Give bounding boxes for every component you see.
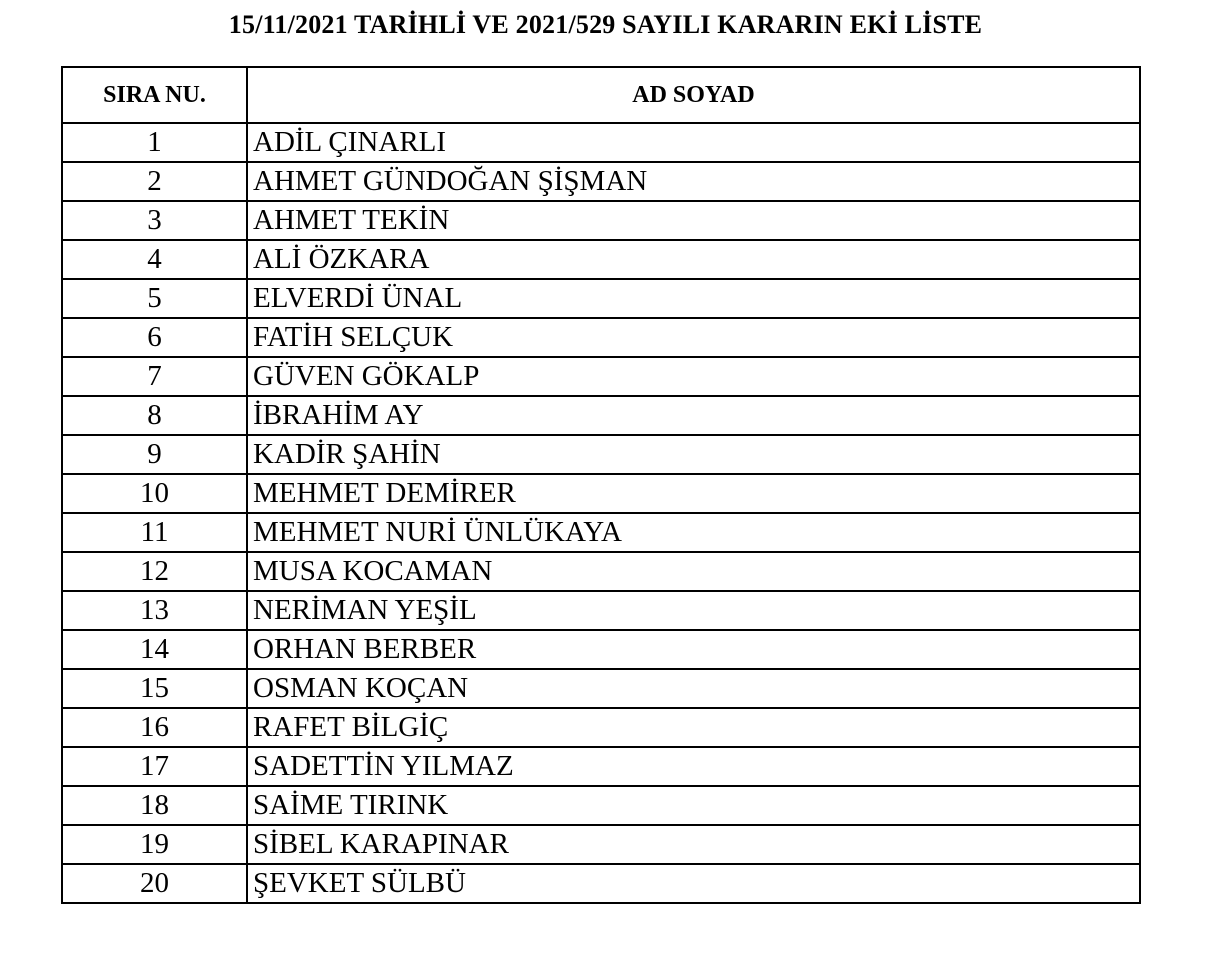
table-row	[62, 864, 1140, 903]
table-row	[62, 552, 1140, 591]
row-number: 17	[62, 747, 247, 786]
table-row	[62, 240, 1140, 279]
document-title: 15/11/2021 TARİHLİ VE 2021/529 SAYILI KARARIN EKİ LİSTE	[228, 10, 983, 39]
row-number: 2	[62, 162, 247, 201]
table-row	[62, 630, 1140, 669]
row-number: 6	[62, 318, 247, 357]
row-number: 5	[62, 279, 247, 318]
row-number: 12	[62, 552, 247, 591]
row-name: ŞEVKET SÜLBÜ	[247, 864, 1140, 903]
row-number: 14	[62, 630, 247, 669]
table-row	[62, 513, 1140, 552]
row-number: 15	[62, 669, 247, 708]
table-header-row	[62, 67, 1140, 123]
row-number: 16	[62, 708, 247, 747]
table-row	[62, 474, 1140, 513]
row-name: MEHMET DEMİRER	[247, 474, 1140, 513]
table-row	[62, 318, 1140, 357]
row-number: 9	[62, 435, 247, 474]
row-number: 13	[62, 591, 247, 630]
row-number: 7	[62, 357, 247, 396]
column-header-number: SIRA NU.	[62, 67, 247, 123]
table-row	[62, 162, 1140, 201]
table-row	[62, 669, 1140, 708]
table-row	[62, 747, 1140, 786]
row-number: 11	[62, 513, 247, 552]
row-number: 8	[62, 396, 247, 435]
row-name: MUSA KOCAMAN	[247, 552, 1140, 591]
row-name: FATİH SELÇUK	[247, 318, 1140, 357]
row-number: 4	[62, 240, 247, 279]
row-name: RAFET BİLGİÇ	[247, 708, 1140, 747]
table-row	[62, 357, 1140, 396]
table-row	[62, 591, 1140, 630]
row-name: KADİR ŞAHİN	[247, 435, 1140, 474]
row-number: 3	[62, 201, 247, 240]
row-name: MEHMET NURİ ÜNLÜKAYA	[247, 513, 1140, 552]
row-name: OSMAN KOÇAN	[247, 669, 1140, 708]
table-row	[62, 825, 1140, 864]
row-name: AHMET GÜNDOĞAN ŞİŞMAN	[247, 162, 1140, 201]
row-name: ADİL ÇINARLI	[247, 123, 1140, 162]
row-number: 20	[62, 864, 247, 903]
row-name: SADETTİN YILMAZ	[247, 747, 1140, 786]
column-header-name: AD SOYAD	[247, 67, 1140, 123]
table-row	[62, 201, 1140, 240]
row-name: NERİMAN YEŞİL	[247, 591, 1140, 630]
row-name: GÜVEN GÖKALP	[247, 357, 1140, 396]
row-name: SİBEL KARAPINAR	[247, 825, 1140, 864]
row-number: 1	[62, 123, 247, 162]
row-name: ORHAN BERBER	[247, 630, 1140, 669]
row-name: AHMET TEKİN	[247, 201, 1140, 240]
table-row	[62, 708, 1140, 747]
row-name: ALİ ÖZKARA	[247, 240, 1140, 279]
row-name: SAİME TIRINK	[247, 786, 1140, 825]
row-number: 10	[62, 474, 247, 513]
table-row	[62, 435, 1140, 474]
name-list-table	[61, 66, 1141, 904]
table-row	[62, 396, 1140, 435]
table-row	[62, 786, 1140, 825]
table-row	[62, 123, 1140, 162]
row-number: 19	[62, 825, 247, 864]
table-row	[62, 279, 1140, 318]
row-name: İBRAHİM AY	[247, 396, 1140, 435]
row-name: ELVERDİ ÜNAL	[247, 279, 1140, 318]
row-number: 18	[62, 786, 247, 825]
